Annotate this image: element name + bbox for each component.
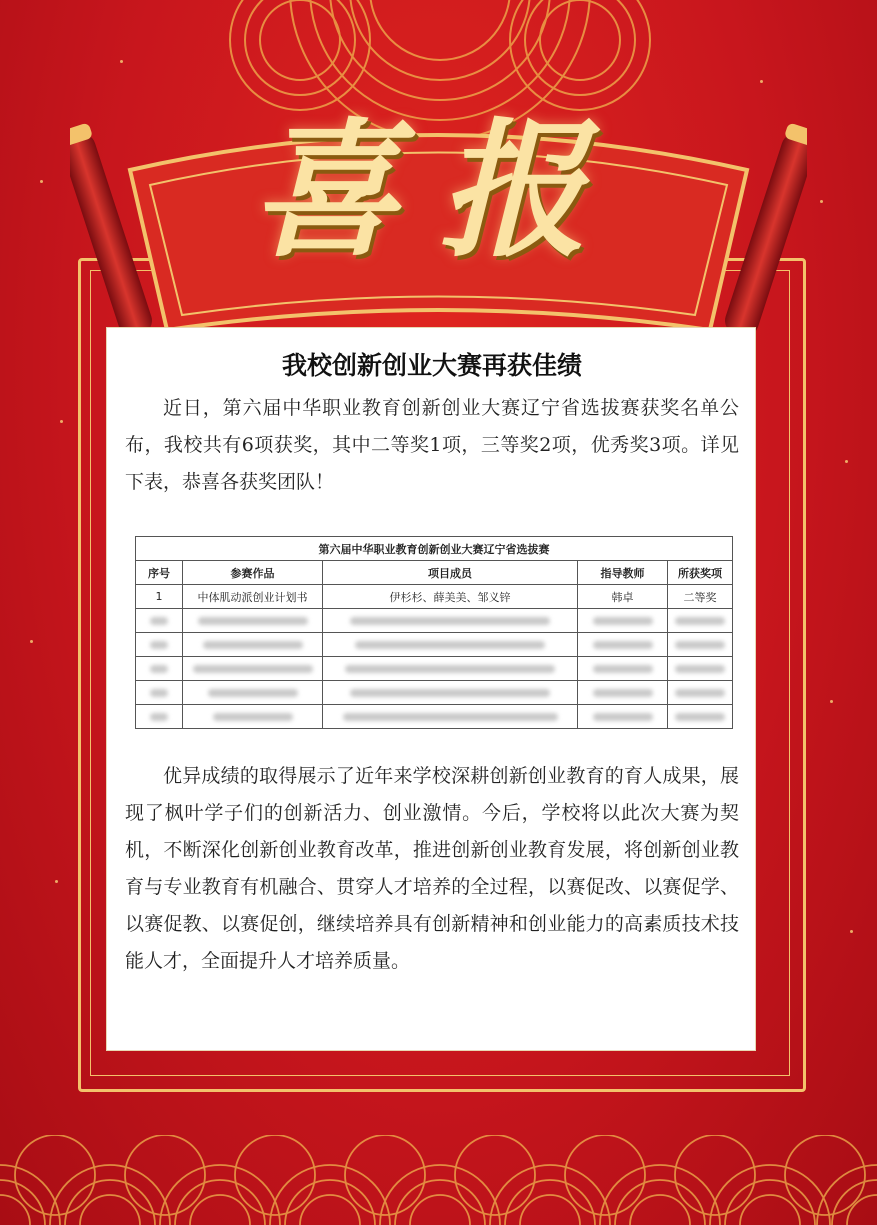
redacted-cell <box>668 657 733 681</box>
sparkle <box>120 60 123 63</box>
headline: 喜报 <box>250 103 627 277</box>
col-header: 指导教师 <box>578 561 668 585</box>
col-header: 序号 <box>136 561 183 585</box>
redacted-cell <box>183 705 323 729</box>
closing-paragraph: 优异成绩的取得展示了近年来学校深耕创新创业教育的育人成果，展现了枫叶学子们的创新活力、创业激情。今后，学校将以此次大赛为契机，不断深化创新创业教育改革，推进创新创业教育发展，将创新创业教育与专业教育有机融合、贯穿人才培养的全过程，以赛促改、以赛促学、以赛促教、以赛促创，继续培养具有创新精神和创业能力的高素质技术技能人才，全面提升人才培养质量。 <box>125 765 739 972</box>
redacted-cell <box>668 681 733 705</box>
col-header: 参赛作品 <box>183 561 323 585</box>
table-row-redacted <box>136 705 733 729</box>
redacted-cell <box>323 633 578 657</box>
col-header: 所获奖项 <box>668 561 733 585</box>
redacted-cell <box>183 633 323 657</box>
cell-index: 1 <box>136 585 183 609</box>
cell-advisor: 韩卓 <box>578 585 668 609</box>
redacted-cell <box>183 681 323 705</box>
intro-paragraph: 近日，第六届中华职业教育创新创业大赛辽宁省选拔赛获奖名单公布，我校共有6项获奖，其中二等奖1项，三等奖2项，优秀奖3项。详见下表，恭喜各获奖团队！ <box>125 397 739 493</box>
redacted-cell <box>578 657 668 681</box>
cell-project: 中体肌动派创业计划书 <box>183 585 323 609</box>
redacted-cell <box>668 705 733 729</box>
table-caption: 第六届中华职业教育创新创业大赛辽宁省选拔赛 <box>136 537 733 561</box>
redacted-cell <box>578 633 668 657</box>
redacted-cell <box>668 633 733 657</box>
table-row-redacted <box>136 633 733 657</box>
table-row-redacted <box>136 681 733 705</box>
redacted-cell <box>578 609 668 633</box>
redacted-cell <box>183 609 323 633</box>
page-title: 我校创新创业大赛再获佳绩 <box>281 351 582 380</box>
cell-award: 二等奖 <box>668 585 733 609</box>
sparkle <box>760 80 763 83</box>
awards-table <box>135 536 733 729</box>
sparkle <box>850 930 853 933</box>
redacted-cell <box>578 681 668 705</box>
table-caption-row <box>136 537 733 561</box>
redacted-cell <box>136 705 183 729</box>
sparkle <box>60 420 63 423</box>
redacted-cell <box>323 609 578 633</box>
content-card <box>106 327 756 1051</box>
redacted-cell <box>668 609 733 633</box>
redacted-cell <box>323 657 578 681</box>
table-row-redacted <box>136 657 733 681</box>
table-header-row <box>136 561 733 585</box>
cell-members: 伊杉杉、薛美美、邹义锌 <box>323 585 578 609</box>
redacted-cell <box>136 681 183 705</box>
col-header: 项目成员 <box>323 561 578 585</box>
redacted-cell <box>323 681 578 705</box>
sparkle <box>55 880 58 883</box>
sparkle <box>845 460 848 463</box>
table-row <box>136 585 733 609</box>
redacted-cell <box>136 633 183 657</box>
sparkle <box>830 700 833 703</box>
redacted-cell <box>323 705 578 729</box>
redacted-cell <box>183 657 323 681</box>
redacted-cell <box>136 609 183 633</box>
sparkle <box>30 640 33 643</box>
redacted-cell <box>136 657 183 681</box>
table-row-redacted <box>136 609 733 633</box>
redacted-cell <box>578 705 668 729</box>
bottom-wave-pattern <box>0 1135 877 1225</box>
